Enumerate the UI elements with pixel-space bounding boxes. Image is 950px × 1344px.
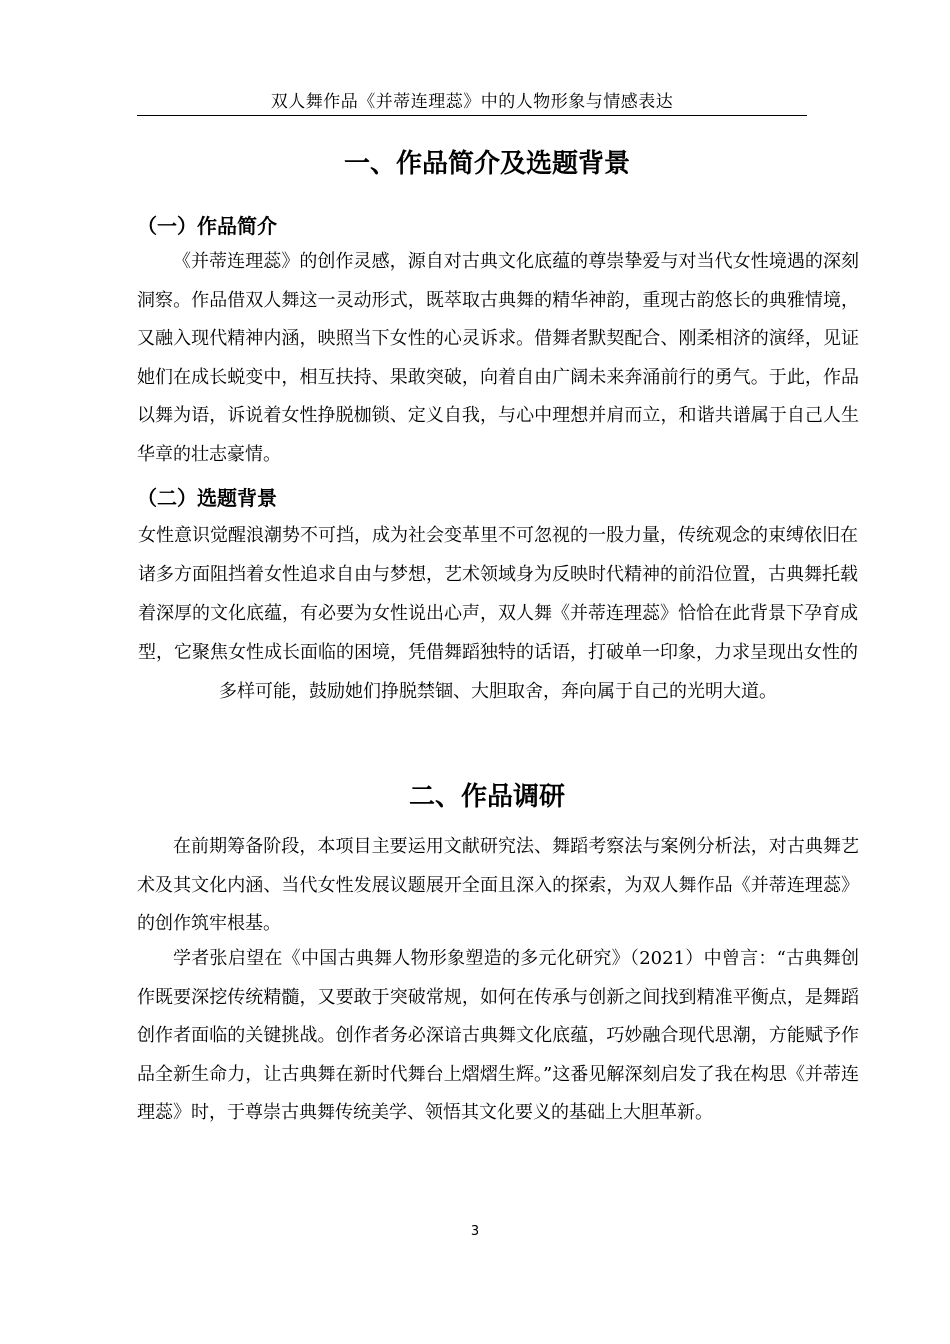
paragraph-topic-background: 女性意识觉醒浪潮势不可挡，成为社会变革里不可忽视的一股力量，传统观念的束缚依旧在诸多方面阻挡着女性追求自由与梦想，艺术领域身为反映时代精神的前沿位置，古典舞托载着深厚的文化底蕴，有必要为女性说出心声，双人舞《并蒂连理蕊》恰恰在此背景下孕育成型，它聚焦女性成长面临的困境，凭借舞蹈独特的话语，打破单一印象，力求呈现出女性的多样可能，鼓励她们挣脱禁锢、大胆取舍，奔向属于自己的光明大道。 [138,525,858,702]
running-header: 双人舞作品《并蒂连理蕊》中的人物形象与情感表达 [137,90,807,116]
section-heading-1: 一、作品简介及选题背景 [343,149,630,179]
subsection-heading-2: （二）选题背景 [137,486,277,510]
paragraph-research-2: 学者张启望在《中国古典舞人物形象塑造的多元化研究》（2021）中曾言：“古典舞创作既要深挖传统精髓，又要敢于突破常规，如何在传承与创新之间找到精准平衡点，是舞蹈创作者面临的关键挑战。创作者务必深谙古典舞文化底蕴，巧妙融合现代思潮，方能赋予作品全新生命力，让古典舞在新时代舞台上熠熠生辉。”这番见解深刻启发了我在构思《并蒂连理蕊》时，于尊崇古典舞传统美学、领悟其文化要义的基础上大胆革新。 [137,948,859,1123]
section-heading-2: 二、作品调研 [408,782,565,812]
page-number: 3 [470,1224,480,1239]
paragraph-research-1: 在前期筹备阶段，本项目主要运用文献研究法、舞蹈考察法与案例分析法，对古典舞艺术及其文化内涵、当代女性发展议题展开全面且深入的探索，为双人舞作品《并蒂连理蕊》的创作筑牢根基。 [137,836,859,934]
subsection-heading-1: （一）作品简介 [137,214,277,238]
paragraph-work-intro: 《并蒂连理蕊》的创作灵感，源自对古典文化底蕴的尊崇挚爱与对当代女性境遇的深刻洞察。作品借双人舞这一灵动形式，既萃取古典舞的精华神韵，重现古韵悠长的典雅情境，又融入现代精神内涵，映照当下女性的心灵诉求。借舞者默契配合、刚柔相济的演绎，见证她们在成长蜕变中，相互扶持、果敢突破，向着自由广阔未来奔涌前行的勇气。于此，作品以舞为语，诉说着女性挣脱枷锁、定义自我，与心中理想并肩而立，和谐共谱属于自己人生华章的壮志豪情。 [137,251,859,465]
